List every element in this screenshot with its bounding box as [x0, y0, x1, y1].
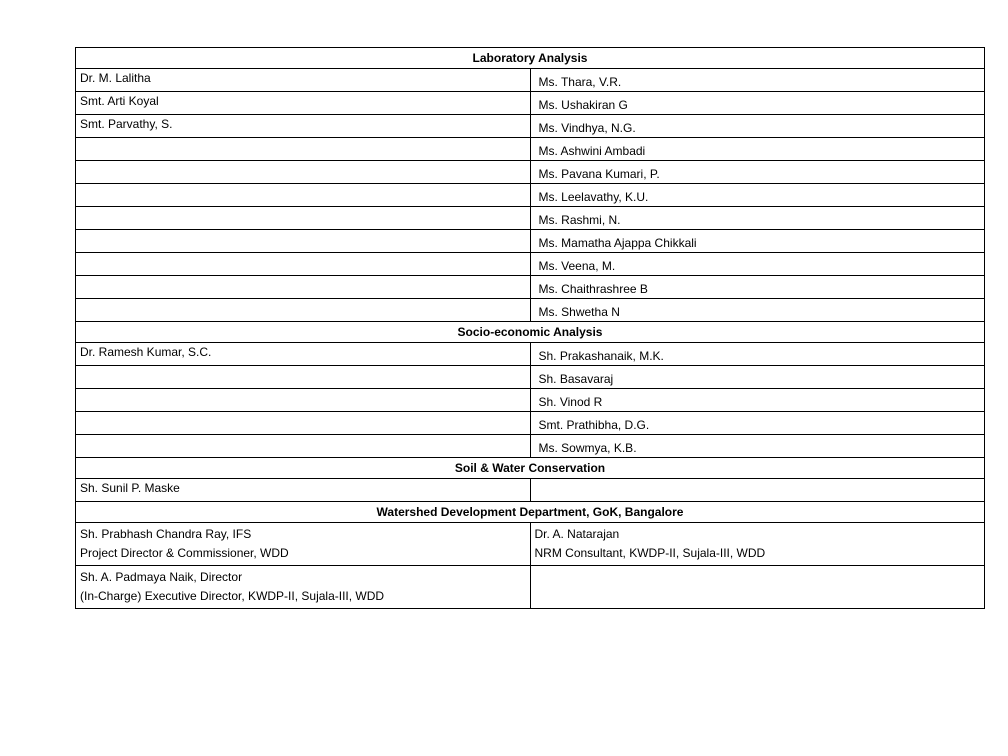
staff-name-left — [76, 138, 531, 161]
staff-name-right: Ms. Vindhya, N.G. — [530, 115, 985, 138]
section-header-row — [76, 502, 985, 523]
staff-name-right: Sh. Vinod R — [530, 389, 985, 412]
official-line: (In-Charge) Executive Director, KWDP-II, Sujala-III, WDD — [80, 589, 385, 603]
official-line: Dr. A. Natarajan — [534, 527, 620, 541]
staff-name-left — [76, 184, 531, 207]
official-line: Sh. A. Padmaya Naik, Director — [80, 570, 243, 584]
official-line: Project Director & Commissioner, WDD — [80, 546, 289, 560]
staff-name-left: Dr. Ramesh Kumar, S.C. — [76, 343, 531, 366]
official-cell-right — [530, 566, 985, 609]
staff-name-left — [76, 230, 531, 253]
staff-table — [75, 47, 985, 609]
staff-table-body — [76, 48, 985, 609]
staff-name-left — [76, 435, 531, 458]
table-row — [76, 412, 985, 435]
staff-name-right: Sh. Basavaraj — [530, 366, 985, 389]
table-row — [76, 566, 985, 609]
table-row — [76, 92, 985, 115]
staff-name-left: Smt. Arti Koyal — [76, 92, 531, 115]
table-row — [76, 230, 985, 253]
staff-name-left: Dr. M. Lalitha — [76, 69, 531, 92]
staff-name-left — [76, 276, 531, 299]
table-row — [76, 479, 985, 502]
table-row — [76, 253, 985, 276]
official-line: Sh. Prabhash Chandra Ray, IFS — [80, 527, 252, 541]
official-cell-right — [530, 523, 985, 566]
staff-name-right: Ms. Ashwini Ambadi — [530, 138, 985, 161]
staff-name-left — [76, 299, 531, 322]
official-cell-left — [76, 523, 531, 566]
staff-name-right: Smt. Prathibha, D.G. — [530, 412, 985, 435]
staff-name-right: Ms. Sowmya, K.B. — [530, 435, 985, 458]
official-cell-left — [76, 566, 531, 609]
staff-name-right: Ms. Leelavathy, K.U. — [530, 184, 985, 207]
table-row — [76, 366, 985, 389]
staff-name-left — [76, 389, 531, 412]
staff-name-left — [76, 161, 531, 184]
table-row — [76, 435, 985, 458]
official-line: NRM Consultant, KWDP-II, Sujala-III, WDD — [534, 546, 766, 560]
staff-name-right: Ms. Veena, M. — [530, 253, 985, 276]
section-header-row — [76, 322, 985, 343]
table-row — [76, 276, 985, 299]
staff-name-right: Ms. Rashmi, N. — [530, 207, 985, 230]
staff-name-left — [76, 207, 531, 230]
staff-name-right: Ms. Ushakiran G — [530, 92, 985, 115]
staff-name-left — [76, 366, 531, 389]
staff-name-left: Sh. Sunil P. Maske — [76, 479, 531, 502]
section-title: Laboratory Analysis — [76, 48, 985, 69]
staff-name-right — [530, 479, 985, 502]
staff-name-right: Ms. Mamatha Ajappa Chikkali — [530, 230, 985, 253]
table-row — [76, 115, 985, 138]
staff-name-left — [76, 412, 531, 435]
staff-name-right: Ms. Chaithrashree B — [530, 276, 985, 299]
staff-name-left: Smt. Parvathy, S. — [76, 115, 531, 138]
table-row — [76, 69, 985, 92]
section-title: Socio-economic Analysis — [76, 322, 985, 343]
section-title: Soil & Water Conservation — [76, 458, 985, 479]
table-row — [76, 161, 985, 184]
table-row — [76, 343, 985, 366]
section-header-row — [76, 48, 985, 69]
staff-name-right: Ms. Thara, V.R. — [530, 69, 985, 92]
staff-name-right: Ms. Shwetha N — [530, 299, 985, 322]
table-row — [76, 523, 985, 566]
table-row — [76, 138, 985, 161]
staff-name-left — [76, 253, 531, 276]
staff-name-right: Sh. Prakashanaik, M.K. — [530, 343, 985, 366]
table-row — [76, 389, 985, 412]
staff-name-right: Ms. Pavana Kumari, P. — [530, 161, 985, 184]
section-title: Watershed Development Department, GoK, Bangalore — [76, 502, 985, 523]
table-row — [76, 184, 985, 207]
section-header-row — [76, 458, 985, 479]
table-row — [76, 299, 985, 322]
table-row — [76, 207, 985, 230]
